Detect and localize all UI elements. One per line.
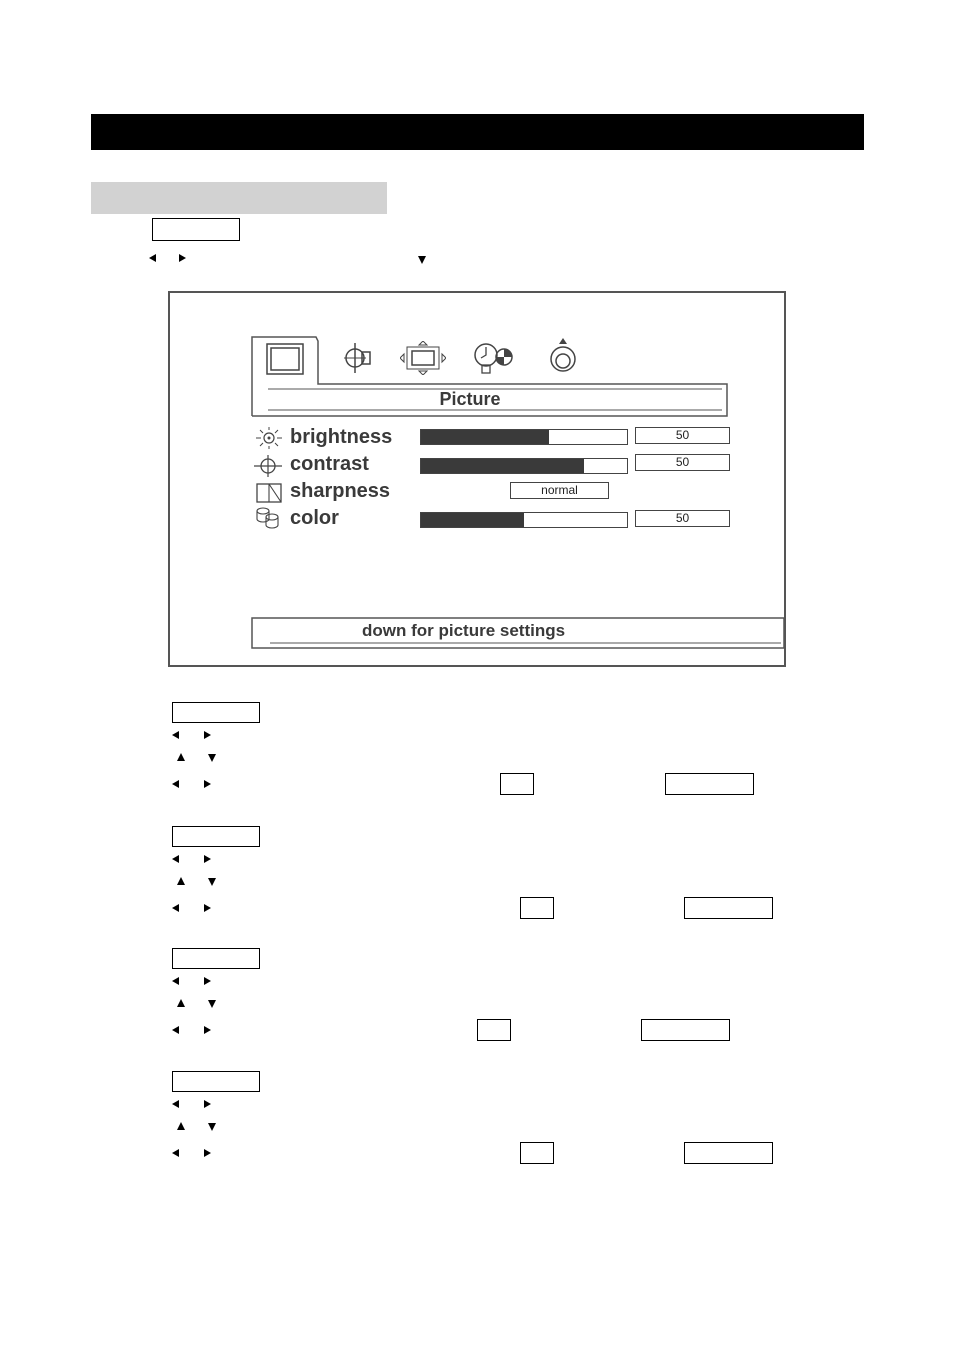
sharpness-label: sharpness bbox=[290, 480, 391, 502]
contrast-step-ok-key-box bbox=[520, 897, 554, 919]
osd-hint-text: down for picture settings bbox=[362, 621, 566, 640]
contrast-step-down-arrow-icon bbox=[208, 878, 216, 886]
sharpness-adjust-right-arrow-icon bbox=[204, 1026, 211, 1034]
brightness-step-left-arrow-icon bbox=[172, 731, 179, 739]
color-step-up-arrow-icon bbox=[177, 1122, 185, 1130]
contrast-level-fill bbox=[421, 459, 584, 473]
color-level-fill bbox=[421, 513, 524, 527]
osd-screen bbox=[168, 291, 786, 667]
color-step-exit-key-box bbox=[684, 1142, 773, 1164]
color-step-ok-key-box bbox=[520, 1142, 554, 1164]
contrast-step-left-arrow-icon bbox=[172, 855, 179, 863]
brightness-adjust-left-arrow-icon bbox=[172, 780, 179, 788]
contrast-step-up-arrow-icon bbox=[177, 877, 185, 885]
sharpness-step-menu-key-box bbox=[172, 948, 260, 969]
brightness-step-ok-key-box bbox=[500, 773, 534, 795]
color-adjust-left-arrow-icon bbox=[172, 1149, 179, 1157]
color-label: color bbox=[290, 507, 339, 529]
page-header-bar bbox=[91, 114, 864, 150]
color-step-menu-key-box bbox=[172, 1071, 260, 1092]
color-value: 50 bbox=[635, 510, 730, 527]
contrast-icon bbox=[254, 455, 284, 477]
contrast-label: contrast bbox=[290, 453, 369, 475]
sharpness-step-down-arrow-icon bbox=[208, 1000, 216, 1008]
sharpness-value[interactable]: normal bbox=[510, 482, 609, 499]
brightness-adjust-right-arrow-icon bbox=[204, 780, 211, 788]
color-step-right-arrow-icon bbox=[204, 1100, 211, 1108]
color-step-left-arrow-icon bbox=[172, 1100, 179, 1108]
brightness-slider[interactable] bbox=[420, 429, 628, 445]
menu-key-box bbox=[152, 218, 240, 241]
color-slider[interactable] bbox=[420, 512, 628, 528]
picture-tab-icon[interactable] bbox=[266, 343, 304, 375]
down-arrow-icon bbox=[418, 256, 426, 264]
sharpness-step-exit-key-box bbox=[641, 1019, 730, 1041]
brightness-level-fill bbox=[421, 430, 549, 444]
brightness-value: 50 bbox=[635, 427, 730, 444]
contrast-value: 50 bbox=[635, 454, 730, 471]
contrast-step-menu-key-box bbox=[172, 826, 260, 847]
section-heading-bar bbox=[91, 182, 387, 214]
osd-menu-title: Picture bbox=[439, 389, 501, 409]
brightness-step-down-arrow-icon bbox=[208, 754, 216, 762]
sharpness-step-up-arrow-icon bbox=[177, 999, 185, 1007]
sharpness-step-right-arrow-icon bbox=[204, 977, 211, 985]
sharpness-icon bbox=[256, 483, 282, 503]
brightness-step-right-arrow-icon bbox=[204, 731, 211, 739]
color-adjust-right-arrow-icon bbox=[204, 1149, 211, 1157]
contrast-step-right-arrow-icon bbox=[204, 855, 211, 863]
left-arrow-icon bbox=[149, 254, 156, 262]
sharpness-step-ok-key-box bbox=[477, 1019, 511, 1041]
brightness-label: brightness bbox=[290, 426, 393, 448]
sharpness-adjust-left-arrow-icon bbox=[172, 1026, 179, 1034]
timer-tab-icon[interactable] bbox=[472, 341, 516, 375]
brightness-step-menu-key-box bbox=[172, 702, 260, 723]
brightness-step-up-arrow-icon bbox=[177, 753, 185, 761]
setup-tab-icon[interactable] bbox=[548, 337, 578, 375]
contrast-adjust-right-arrow-icon bbox=[204, 904, 211, 912]
brightness-step-exit-key-box bbox=[665, 773, 754, 795]
geometry-tab-icon[interactable] bbox=[400, 341, 446, 375]
contrast-adjust-left-arrow-icon bbox=[172, 904, 179, 912]
sharpness-step-left-arrow-icon bbox=[172, 977, 179, 985]
contrast-slider[interactable] bbox=[420, 458, 628, 474]
color-step-down-arrow-icon bbox=[208, 1123, 216, 1131]
audio-tab-icon[interactable] bbox=[342, 341, 372, 375]
color-icon bbox=[254, 506, 284, 530]
right-arrow-icon bbox=[179, 254, 186, 262]
brightness-icon bbox=[254, 427, 284, 449]
contrast-step-exit-key-box bbox=[684, 897, 773, 919]
